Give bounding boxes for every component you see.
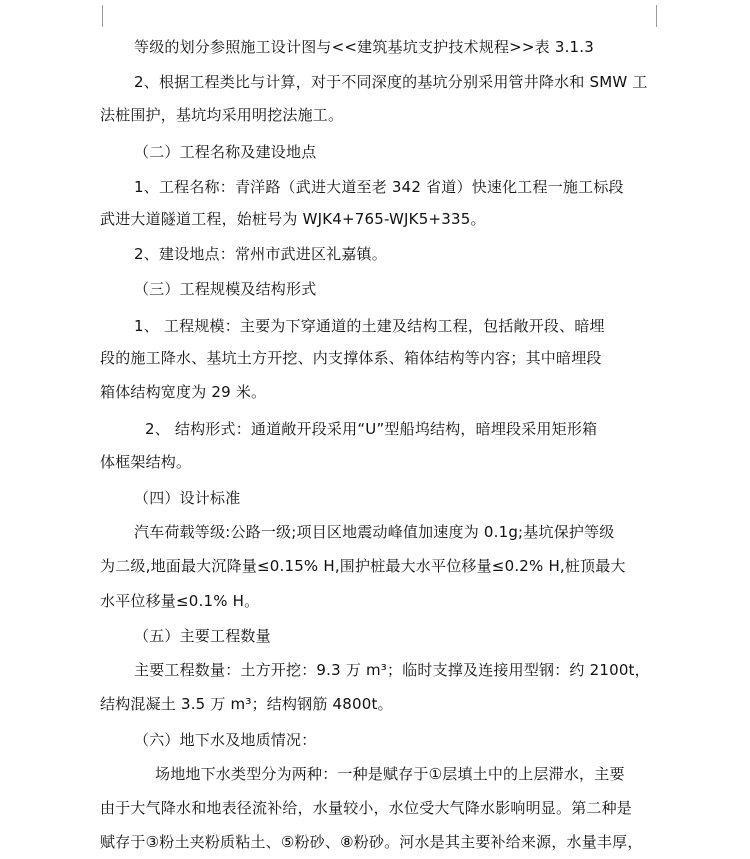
text-line-9: 1、 工程规模：主要为下穿通道的土建及结构工程，包括敞开段、暗埋 xyxy=(134,317,605,335)
text-line-20: 结构混凝土 3.5 万 m³；结构钢筋 4800t。 xyxy=(100,695,393,713)
text-line-5: 1、工程名称：青洋路（武进大道至老 342 省道）快速化工程一施工标段 xyxy=(134,178,624,196)
section-heading-6: （六）地下水及地质情况： xyxy=(134,731,317,749)
text-line-19: 主要工程数量：土方开挖：9.3 万 m³；临时支撑及连接用型钢：约 2100t， xyxy=(134,661,650,679)
text-line-23: 由于大气降水和地表径流补给，水量较小，水位受大气降水影响明显。第二种是 xyxy=(100,799,633,817)
text-line-10: 段的施工降水、基坑土方开挖、内支撑体系、箱体结构等内容；其中暗埋段 xyxy=(100,349,602,367)
section-heading-4: （四）设计标准 xyxy=(134,489,241,507)
text-line-12: 2、 结构形式：通道敞开段采用“U”型船坞结构，暗埋段采用矩形箱 xyxy=(145,420,598,438)
text-line-16: 为二级,地面最大沉降量≤0.15% H,围护桩最大水平位移量≤0.2% H,桩顶最大 xyxy=(100,557,626,575)
page-corner-mark-left xyxy=(80,5,103,27)
text-line-24: 赋存于③粉土夹粉质粘土、⑤粉砂、⑧粉砂。河水是其主要补给来源，水量丰厚， xyxy=(100,833,643,851)
text-line-22: 场地地下水类型分为两种：一种是赋存于①层填土中的上层滞水，主要 xyxy=(155,765,625,783)
text-line-17: 水平位移量≤0.1% H。 xyxy=(100,592,260,610)
page-corner-mark-right xyxy=(656,5,679,27)
text-line-3: 法桩围护，基坑均采用明挖法施工。 xyxy=(100,106,344,124)
section-heading-5: （五）主要工程数量 xyxy=(134,627,271,645)
text-line-7: 2、建设地点：常州市武进区礼嘉镇。 xyxy=(134,245,387,263)
text-line-11: 箱体结构宽度为 29 米。 xyxy=(100,383,267,401)
section-heading-3: （三）工程规模及结构形式 xyxy=(134,280,317,298)
section-heading-2: （二）工程名称及建设地点 xyxy=(134,143,317,161)
text-line-2: 2、根据工程类比与计算，对于不同深度的基坑分别采用管井降水和 SMW 工 xyxy=(134,73,648,91)
text-line-13: 体框架结构。 xyxy=(100,453,192,471)
text-line-15: 汽车荷载等级:公路一级;项目区地震动峰值加速度为 0.1g;基坑保护等级 xyxy=(134,523,615,541)
text-line-1: 等级的划分参照施工设计图与<<建筑基坑支护技术规程>>表 3.1.3 xyxy=(134,38,595,56)
text-line-6: 武进大道隧道工程，始桩号为 WJK4+765-WJK5+335。 xyxy=(100,210,486,228)
